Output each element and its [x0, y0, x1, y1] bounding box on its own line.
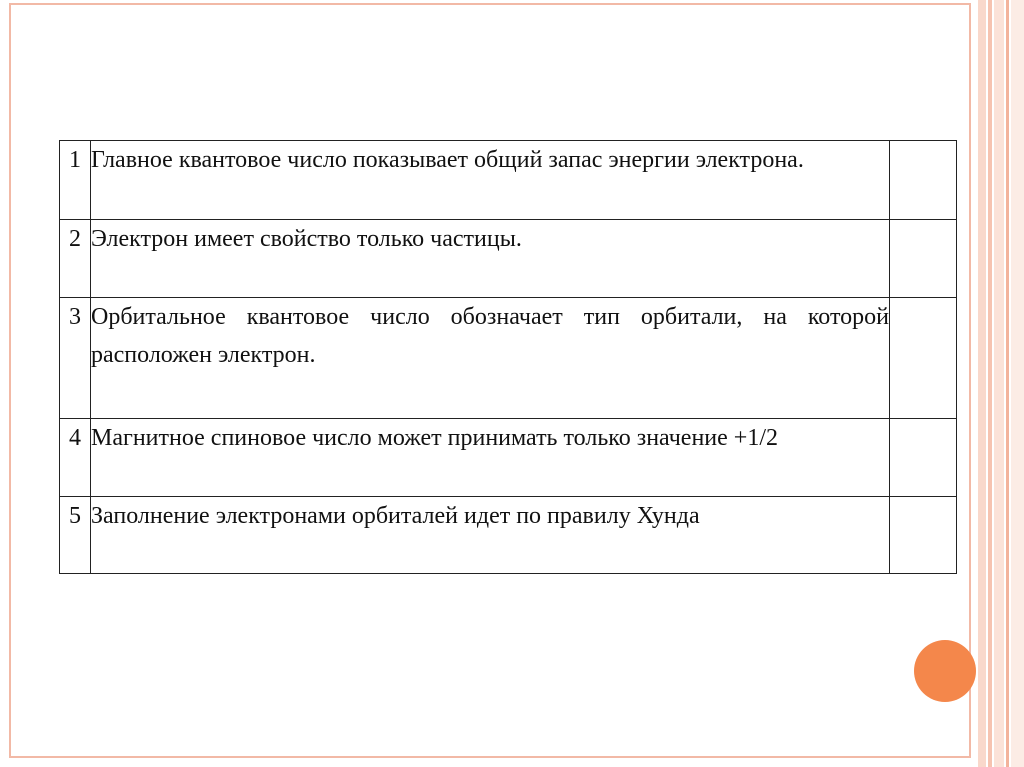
statement-text: Главное квантовое число показывает общий запас энергии электрона. — [91, 141, 890, 220]
stripe — [994, 0, 1004, 767]
accent-circle — [914, 640, 976, 702]
table-row — [60, 497, 957, 574]
stripe — [1006, 0, 1009, 767]
row-number: 2 — [60, 220, 91, 298]
answer-cell[interactable] — [890, 497, 957, 574]
stripe — [1011, 0, 1024, 767]
row-number: 1 — [60, 141, 91, 220]
table-row — [60, 298, 957, 419]
answer-cell[interactable] — [890, 298, 957, 419]
statement-text: Заполнение электронами орбиталей идет по правилу Хунда — [91, 497, 890, 574]
answer-cell[interactable] — [890, 220, 957, 298]
stripe — [978, 0, 986, 767]
statement-text: Электрон имеет свойство только частицы. — [91, 220, 890, 298]
answer-cell[interactable] — [890, 141, 957, 220]
table-row — [60, 419, 957, 497]
row-number: 5 — [60, 497, 91, 574]
stripe — [988, 0, 992, 767]
statement-text: Орбитальное квантовое число обозначает тип орбитали, на которой расположен электрон. — [91, 298, 890, 419]
table-row — [60, 220, 957, 298]
row-number: 4 — [60, 419, 91, 497]
answer-cell[interactable] — [890, 419, 957, 497]
row-number: 3 — [60, 298, 91, 419]
statement-text: Магнитное спиновое число может принимать только значение +1/2 — [91, 419, 890, 497]
table-row — [60, 141, 957, 220]
statements-table — [59, 140, 957, 574]
